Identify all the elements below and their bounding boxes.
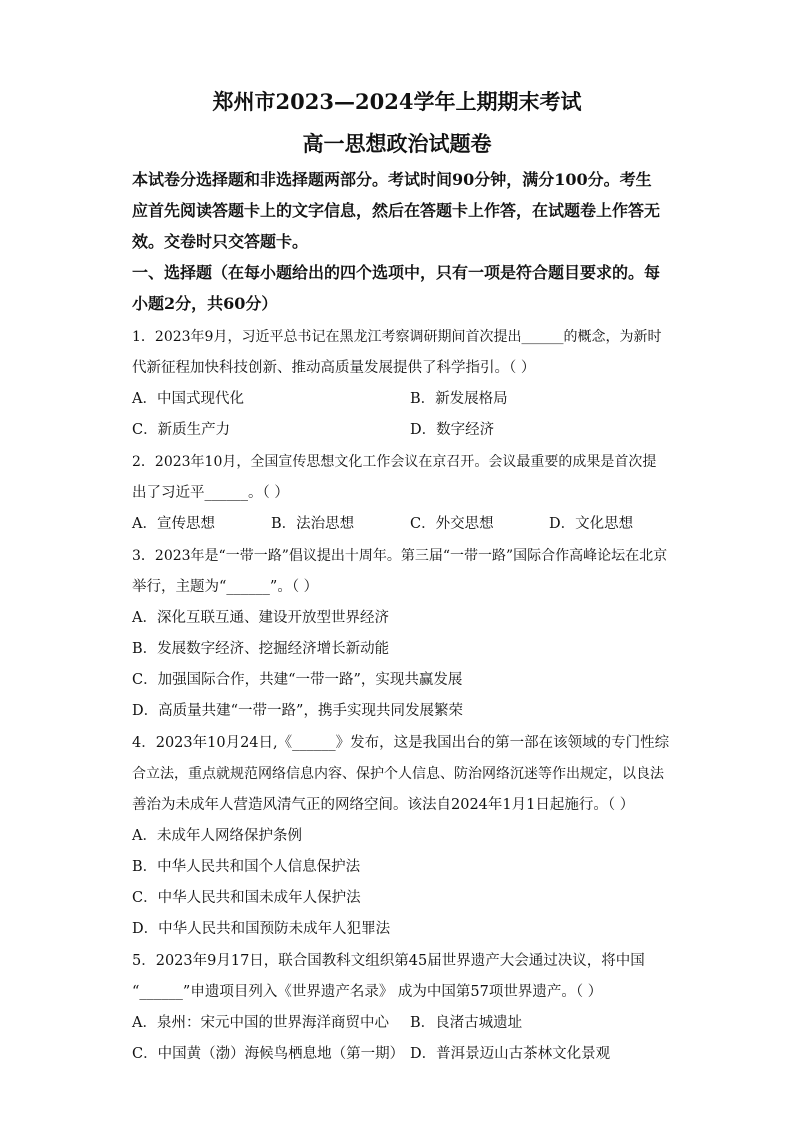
question-1-option-a: A．中国式现代化 <box>132 391 244 407</box>
question-5-option-b: B．良渚古城遗址 <box>410 1015 523 1031</box>
question-2-stem: 2．2023年10月，全国宣传思想文化工作会议在京召开。会议最重要的成果是首次提 <box>132 454 657 470</box>
question-4-stem: 合立法，重点就规范网络信息内容、保护个人信息、防治网络沉迷等作出规定，以良法 <box>132 766 664 782</box>
section-heading-line-1: 一、选择题（在每小题给出的四个选项中，只有一项是符合题目要求的。每 <box>132 263 661 282</box>
exam-title: 郑州市2023—2024学年上期期末考试 <box>212 89 582 114</box>
question-5-option-a: A．泉州：宋元中国的世界海洋商贸中心 <box>132 1015 389 1031</box>
question-4-stem: 善治为未成年人营造风清气正的网络空间。该法自2024年1月1日起施行。（ ） <box>132 797 635 813</box>
question-5-option-d: D．普洱景迈山古茶林文化景观 <box>410 1046 611 1062</box>
question-3-option-d: D．高质量共建“一带一路”，携手实现共同发展繁荣 <box>132 703 463 719</box>
question-4-option-d: D．中华人民共和国预防未成年人犯罪法 <box>132 921 391 937</box>
question-2-option-b: B．法治思想 <box>271 516 355 532</box>
question-1-option-c: C．新质生产力 <box>132 422 231 438</box>
question-2-option-a: A．宣传思想 <box>132 516 215 532</box>
question-4-stem: 4．2023年10月24日,《______》发布，这是我国出台的第一部在该领域的专门性综 <box>132 735 670 751</box>
question-1-option-b: B．新发展格局 <box>410 391 508 407</box>
instructions-line-2: 应首先阅读答题卡上的文字信息，然后在答题卡上作答，在试题卷上作答无 <box>132 201 661 220</box>
question-3-option-b: B．发展数字经济、挖掘经济增长新动能 <box>132 641 390 657</box>
question-3-option-c: C．加强国际合作，共建“一带一路”，实现共赢发展 <box>132 672 463 688</box>
question-2-option-c: C．外交思想 <box>410 516 494 532</box>
question-5-stem: “______”申遗项目列入《世界遗产名录》 成为中国第57项世界遗产。（ ） <box>132 984 603 1000</box>
instructions-line-1: 本试卷分选择题和非选择题两部分。考试时间90分钟，满分100分。考生 <box>132 170 652 189</box>
question-1-stem: 代新征程加快科技创新、推动高质量发展提供了科学指引。（ ） <box>132 360 536 376</box>
question-3-option-a: A．深化互联互通、建设开放型世界经济 <box>132 610 389 626</box>
question-4-option-b: B．中华人民共和国个人信息保护法 <box>132 859 361 875</box>
question-5-stem: 5．2023年9月17日，联合国教科文组织第45届世界遗产大会通过决议，将中国 <box>132 953 645 969</box>
instructions-line-3: 效。交卷时只交答题卡。 <box>132 232 309 251</box>
question-4-option-a: A．未成年人网络保护条例 <box>132 828 302 844</box>
question-3-stem: 3．2023年是“一带一路”倡议提出十周年。第三届“一带一路”国际合作高峰论坛在北京 <box>132 548 668 564</box>
exam-subtitle: 高一思想政治试题卷 <box>302 131 492 156</box>
question-2-stem: 出了习近平______。（ ） <box>132 485 289 501</box>
question-2-option-d: D．文化思想 <box>549 516 634 532</box>
question-3-stem: 举行，主题为“______”。（ ） <box>132 579 319 595</box>
question-1-option-d: D．数字经济 <box>410 422 495 438</box>
question-1-stem: 1．2023年9月，习近平总书记在黑龙江考察调研期间首次提出______的概念，为新时 <box>132 329 662 345</box>
question-5-option-c: C．中国黄（渤）海候鸟栖息地（第一期） <box>132 1046 405 1062</box>
question-4-option-c: C．中华人民共和国未成年人保护法 <box>132 890 361 906</box>
section-heading-line-2: 小题2分，共60分） <box>132 294 278 313</box>
